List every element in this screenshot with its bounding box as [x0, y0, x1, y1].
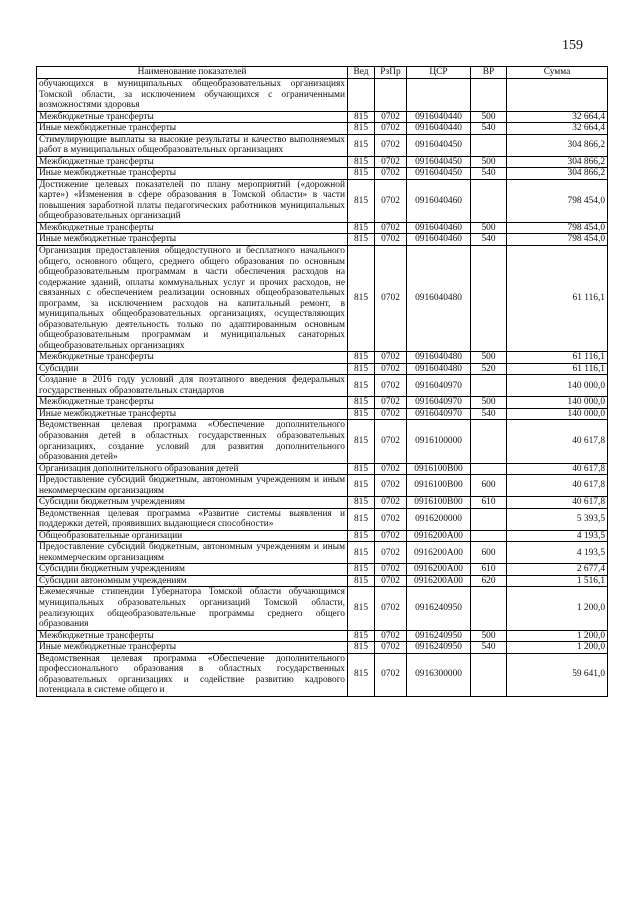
cell-vr [471, 653, 507, 696]
cell-vr [471, 420, 507, 463]
cell-vr: 600 [471, 542, 507, 564]
cell-ved: 815 [348, 542, 375, 564]
cell-ved: 815 [348, 234, 375, 246]
table-row [37, 123, 608, 135]
header-name: Наименование показателей [37, 67, 348, 79]
cell-vr [471, 587, 507, 630]
cell-csr: 0916040970 [407, 408, 471, 420]
cell-ved: 815 [348, 245, 375, 351]
cell-csr: 0916040460 [407, 179, 471, 222]
cell-csr: 0916100В00 [407, 475, 471, 497]
cell-rzpr: 0702 [375, 179, 407, 222]
cell-name: Субсидии бюджетным учреждениям [37, 564, 348, 576]
cell-sum: 40 617,8 [507, 463, 608, 475]
cell-vr: 610 [471, 564, 507, 576]
cell-sum: 140 000,0 [507, 408, 608, 420]
cell-vr: 620 [471, 575, 507, 587]
cell-name: Стимулирующие выплаты за высокие результаты и качество выполняемых работ в муниципальных общеобразовательных организациях [37, 134, 348, 156]
cell-name: Ведомственная целевая программа «Развитие системы выявления и поддержки детей, проявивших выдающиеся способности» [37, 508, 348, 530]
table-row [37, 111, 608, 123]
table-body [37, 79, 608, 697]
cell-name: Предоставление субсидий бюджетным, автономным учреждениям и иным некоммерческим организациям [37, 475, 348, 497]
cell-sum [507, 79, 608, 112]
cell-name: Субсидии [37, 363, 348, 375]
cell-vr: 540 [471, 408, 507, 420]
cell-ved: 815 [348, 475, 375, 497]
cell-ved: 815 [348, 222, 375, 234]
cell-csr: 0916200А00 [407, 575, 471, 587]
cell-vr: 500 [471, 397, 507, 409]
cell-vr [471, 79, 507, 112]
cell-csr: 0916040460 [407, 222, 471, 234]
cell-rzpr: 0702 [375, 408, 407, 420]
cell-rzpr: 0702 [375, 111, 407, 123]
cell-rzpr: 0702 [375, 245, 407, 351]
cell-sum: 140 000,0 [507, 397, 608, 409]
table-row [37, 363, 608, 375]
table-row [37, 530, 608, 542]
cell-rzpr: 0702 [375, 508, 407, 530]
cell-ved: 815 [348, 653, 375, 696]
cell-name: Межбюджетные трансферты [37, 352, 348, 364]
cell-vr [471, 530, 507, 542]
table-row [37, 168, 608, 180]
cell-name: Организация дополнительного образования детей [37, 463, 348, 475]
cell-rzpr: 0702 [375, 575, 407, 587]
cell-rzpr: 0702 [375, 420, 407, 463]
table-row [37, 397, 608, 409]
cell-name: Иные межбюджетные трансферты [37, 234, 348, 246]
cell-name: Иные межбюджетные трансферты [37, 123, 348, 135]
cell-rzpr [375, 79, 407, 112]
cell-vr [471, 134, 507, 156]
table-row [37, 542, 608, 564]
cell-name: Ведомственная целевая программа «Обеспечение дополнительного профессионального образования в областных государственных образовательных организациях и содействие развитию кадрового потенциала в системе общего и [37, 653, 348, 696]
cell-sum: 4 193,5 [507, 542, 608, 564]
cell-csr: 0916200А00 [407, 530, 471, 542]
table-row [37, 575, 608, 587]
cell-sum: 1 200,0 [507, 642, 608, 654]
cell-csr: 0916200000 [407, 508, 471, 530]
cell-name: Межбюджетные трансферты [37, 222, 348, 234]
cell-csr: 0916200А00 [407, 564, 471, 576]
cell-csr: 0916100В00 [407, 463, 471, 475]
cell-rzpr: 0702 [375, 363, 407, 375]
cell-vr [471, 179, 507, 222]
cell-ved: 815 [348, 420, 375, 463]
cell-csr [407, 79, 471, 112]
cell-name: Организация предоставления общедоступного и бесплатного начального общего, основного общего, среднего общего образования по основным общеобразовательным программам в части обеспечения расходов на содержание зданий, оплаты коммунальных услуг и прочих расходов, не связанных с обеспечением реализации основных общеобразовательных программ, за исключением расходов на капитальный ремонт, в муниципальных общеобразовательных организациях, осуществляющих образовательную деятельность только по адаптированным основным общеобразовательным программам и муниципальных санаторных общеобразовательных организациях [37, 245, 348, 351]
cell-name: Межбюджетные трансферты [37, 397, 348, 409]
cell-ved [348, 79, 375, 112]
cell-sum: 40 617,8 [507, 420, 608, 463]
cell-name: Субсидии бюджетным учреждениям [37, 497, 348, 509]
table-row [37, 497, 608, 509]
cell-rzpr: 0702 [375, 168, 407, 180]
cell-ved: 815 [348, 168, 375, 180]
cell-rzpr: 0702 [375, 375, 407, 397]
table-row [37, 463, 608, 475]
table-row [37, 475, 608, 497]
cell-sum: 61 116,1 [507, 352, 608, 364]
header-rzpr: РзПр [375, 67, 407, 79]
table-row [37, 352, 608, 364]
cell-vr: 520 [471, 363, 507, 375]
table-row [37, 408, 608, 420]
cell-ved: 815 [348, 575, 375, 587]
cell-rzpr: 0702 [375, 134, 407, 156]
cell-csr: 0916240950 [407, 630, 471, 642]
cell-ved: 815 [348, 111, 375, 123]
table-row [37, 587, 608, 630]
header-csr: ЦСР [407, 67, 471, 79]
cell-sum: 140 000,0 [507, 375, 608, 397]
cell-sum: 798 454,0 [507, 179, 608, 222]
cell-sum: 798 454,0 [507, 234, 608, 246]
cell-name: Иные межбюджетные трансферты [37, 642, 348, 654]
cell-rzpr: 0702 [375, 542, 407, 564]
cell-rzpr: 0702 [375, 587, 407, 630]
cell-ved: 815 [348, 530, 375, 542]
cell-ved: 815 [348, 123, 375, 135]
table-row [37, 508, 608, 530]
cell-vr: 610 [471, 497, 507, 509]
cell-ved: 815 [348, 630, 375, 642]
table-row [37, 179, 608, 222]
cell-vr [471, 375, 507, 397]
table-row [37, 134, 608, 156]
cell-sum: 32 664,4 [507, 111, 608, 123]
cell-name: Субсидии автономным учреждениям [37, 575, 348, 587]
cell-vr: 500 [471, 352, 507, 364]
cell-vr [471, 508, 507, 530]
header-vr: ВР [471, 67, 507, 79]
table-row [37, 375, 608, 397]
cell-ved: 815 [348, 375, 375, 397]
cell-csr: 0916300000 [407, 653, 471, 696]
cell-csr: 0916040480 [407, 352, 471, 364]
cell-rzpr: 0702 [375, 653, 407, 696]
cell-csr: 0916100000 [407, 420, 471, 463]
page-number: 159 [562, 38, 583, 53]
cell-ved: 815 [348, 408, 375, 420]
cell-sum: 304 866,2 [507, 168, 608, 180]
cell-csr: 0916200А00 [407, 542, 471, 564]
cell-rzpr: 0702 [375, 156, 407, 168]
cell-ved: 815 [348, 156, 375, 168]
cell-rzpr: 0702 [375, 530, 407, 542]
cell-sum: 304 866,2 [507, 156, 608, 168]
cell-rzpr: 0702 [375, 463, 407, 475]
cell-csr: 0916040440 [407, 123, 471, 135]
cell-ved: 815 [348, 134, 375, 156]
cell-sum: 1 200,0 [507, 630, 608, 642]
cell-csr: 0916040480 [407, 363, 471, 375]
table-row [37, 222, 608, 234]
cell-csr: 0916040460 [407, 234, 471, 246]
cell-name: Ежемесячные стипендии Губернатора Томской области обучающимся муниципальных образовательных организаций Томской области, реализующих общеобразовательные программы среднего общего образования [37, 587, 348, 630]
cell-sum: 32 664,4 [507, 123, 608, 135]
table-row [37, 245, 608, 351]
cell-vr [471, 463, 507, 475]
cell-sum: 798 454,0 [507, 222, 608, 234]
cell-ved: 815 [348, 397, 375, 409]
cell-csr: 0916040970 [407, 375, 471, 397]
cell-csr: 0916040450 [407, 156, 471, 168]
cell-name: обучающихся в муниципальных общеобразовательных организациях Томской области, за исключением обучающихся с ограниченными возможностями здоровья [37, 79, 348, 112]
table-row [37, 653, 608, 696]
cell-ved: 815 [348, 564, 375, 576]
cell-vr: 500 [471, 630, 507, 642]
cell-sum: 61 116,1 [507, 245, 608, 351]
cell-csr: 0916040440 [407, 111, 471, 123]
cell-ved: 815 [348, 352, 375, 364]
cell-vr: 540 [471, 642, 507, 654]
cell-ved: 815 [348, 179, 375, 222]
cell-csr: 0916240950 [407, 642, 471, 654]
cell-name: Достижение целевых показателей по плану мероприятий («дорожной карте») «Изменения в сфере образования в Томской области» в части повышения заработной платы педагогических работников муниципальных общеобразовательных организаций [37, 179, 348, 222]
cell-csr: 0916040450 [407, 134, 471, 156]
cell-csr: 0916040480 [407, 245, 471, 351]
table-row [37, 79, 608, 112]
cell-name: Общеобразовательные организации [37, 530, 348, 542]
cell-vr: 500 [471, 156, 507, 168]
cell-sum: 40 617,8 [507, 497, 608, 509]
table-row [37, 564, 608, 576]
cell-vr: 540 [471, 123, 507, 135]
table-row [37, 642, 608, 654]
cell-vr: 600 [471, 475, 507, 497]
cell-rzpr: 0702 [375, 222, 407, 234]
cell-sum: 61 116,1 [507, 363, 608, 375]
cell-vr: 540 [471, 234, 507, 246]
table-row [37, 234, 608, 246]
table-header-row [37, 67, 608, 79]
cell-rzpr: 0702 [375, 475, 407, 497]
cell-ved: 815 [348, 363, 375, 375]
cell-rzpr: 0702 [375, 352, 407, 364]
cell-sum: 304 866,2 [507, 134, 608, 156]
cell-ved: 815 [348, 642, 375, 654]
cell-rzpr: 0702 [375, 497, 407, 509]
budget-table [36, 66, 608, 697]
cell-csr: 0916240950 [407, 587, 471, 630]
cell-rzpr: 0702 [375, 123, 407, 135]
cell-rzpr: 0702 [375, 642, 407, 654]
cell-name: Межбюджетные трансферты [37, 111, 348, 123]
cell-sum: 1 200,0 [507, 587, 608, 630]
cell-vr [471, 245, 507, 351]
cell-rzpr: 0702 [375, 630, 407, 642]
header-ved: Вед [348, 67, 375, 79]
cell-sum: 2 677,4 [507, 564, 608, 576]
cell-sum: 5 393,5 [507, 508, 608, 530]
cell-ved: 815 [348, 497, 375, 509]
cell-csr: 0916040970 [407, 397, 471, 409]
cell-ved: 815 [348, 463, 375, 475]
cell-name: Межбюджетные трансферты [37, 630, 348, 642]
cell-ved: 815 [348, 587, 375, 630]
cell-sum: 1 516,1 [507, 575, 608, 587]
cell-vr: 500 [471, 111, 507, 123]
cell-rzpr: 0702 [375, 564, 407, 576]
cell-name: Ведомственная целевая программа «Обеспечение дополнительного образования детей в областных государственных образовательных организациях, создание условий для развития дополнительного образования детей» [37, 420, 348, 463]
cell-rzpr: 0702 [375, 234, 407, 246]
cell-rzpr: 0702 [375, 397, 407, 409]
header-sum: Сумма [507, 67, 608, 79]
cell-name: Иные межбюджетные трансферты [37, 168, 348, 180]
cell-vr: 500 [471, 222, 507, 234]
cell-name: Предоставление субсидий бюджетным, автономным учреждениям и иным некоммерческим организациям [37, 542, 348, 564]
cell-name: Иные межбюджетные трансферты [37, 408, 348, 420]
table-row [37, 156, 608, 168]
table-row [37, 630, 608, 642]
cell-csr: 0916100В00 [407, 497, 471, 509]
table-row [37, 420, 608, 463]
cell-name: Создание в 2016 году условий для поэтапного введения федеральных государственных образовательных стандартов [37, 375, 348, 397]
cell-vr: 540 [471, 168, 507, 180]
cell-csr: 0916040450 [407, 168, 471, 180]
cell-sum: 40 617,8 [507, 475, 608, 497]
cell-name: Межбюджетные трансферты [37, 156, 348, 168]
cell-sum: 4 193,5 [507, 530, 608, 542]
cell-ved: 815 [348, 508, 375, 530]
cell-sum: 59 641,0 [507, 653, 608, 696]
